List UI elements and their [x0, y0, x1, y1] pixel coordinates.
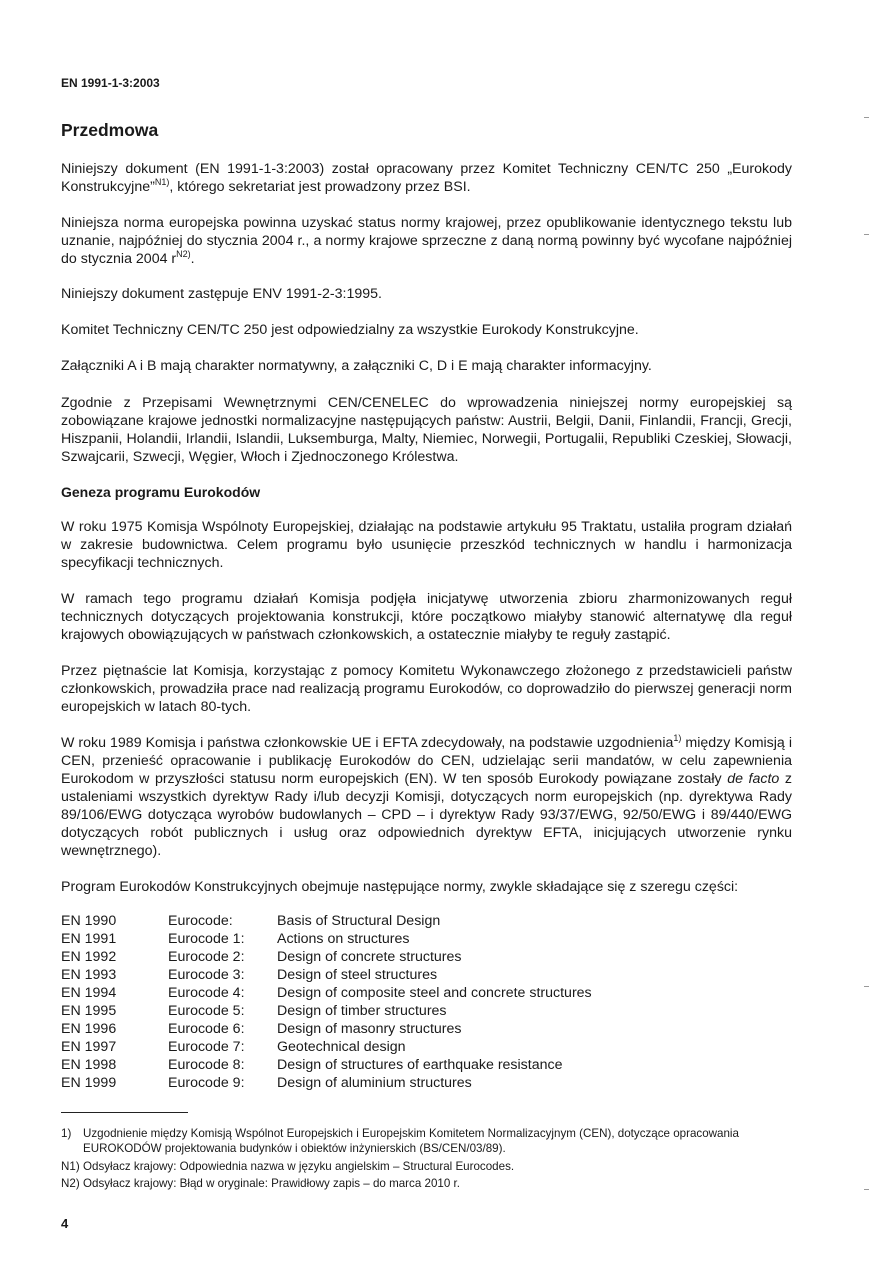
eurocode-name: Eurocode 8: — [168, 1057, 245, 1073]
footnote-ref-n1: N1) — [154, 177, 170, 187]
table-row — [61, 984, 592, 1002]
eurocodes-table — [61, 912, 592, 1092]
eurocode-title: Design of masonry structures — [277, 1021, 462, 1037]
table-row — [61, 1074, 592, 1092]
paragraph-1: Niniejszy dokument (EN 1991-1-3:2003) został opracowany przez Komitet Techniczny CEN/TC 250 „Eurokody Konstrukcyjne”$^{N1)}$, którego sekretariat jest prowadzony przez BSI. — [61, 161, 792, 195]
eurocode-name: Eurocode: — [168, 913, 233, 929]
footnote-ref-1: 1) — [673, 733, 682, 743]
footnote-mark: N2) — [61, 1177, 80, 1190]
page-title: Przedmowa — [61, 120, 159, 140]
table-row — [61, 912, 592, 930]
scan-mark — [864, 1189, 869, 1190]
paragraph-4: Komitet Techniczny CEN/TC 250 jest odpowiedzialny za wszystkie Eurokody Konstrukcyjne. — [61, 322, 639, 338]
eurocode-number: EN 1992 — [61, 949, 117, 965]
footnote-mark: N1) — [61, 1160, 80, 1173]
table-row — [61, 1038, 592, 1056]
section-paragraph-1: W roku 1975 Komisja Wspólnoty Europejskiej, działając na podstawie artykułu 95 Traktatu, ustaliła program działań w zakresie budownictwa. Celem programu było usunięcie przeszkód technicznych w handlu i harmonizacja specyfikacji technicznych. — [61, 519, 792, 571]
footnote-text: Odsyłacz krajowy: Błąd w oryginale: Prawidłowy zapis – do marca 2010 r. — [83, 1177, 460, 1190]
footnote-ref-n2: N2) — [176, 249, 191, 259]
footnote-text: Odsyłacz krajowy: Odpowiednia nazwa w języku angielskim – Structural Eurocodes. — [83, 1160, 515, 1173]
eurocode-title: Design of aluminium structures — [277, 1075, 472, 1091]
eurocode-title: Design of concrete structures — [277, 949, 462, 965]
eurocode-name: Eurocode 9: — [168, 1075, 245, 1091]
section-paragraph-3: Przez piętnaście lat Komisja, korzystając z pomocy Komitetu Wykonawczego złożonego z przedstawicieli państw członkowskich, prowadziła prace nad realizacją programu Eurokodów, co doprowadziło do pierwszej generacji norm europejskich w latach 80-tych. — [61, 663, 792, 715]
eurocode-number: EN 1995 — [61, 1003, 117, 1019]
eurocode-title: Design of composite steel and concrete structures — [277, 985, 592, 1001]
footnote-mark: 1) — [61, 1127, 72, 1140]
table-row — [61, 948, 592, 966]
scan-mark — [864, 117, 869, 118]
table-row — [61, 966, 592, 984]
eurocode-name: Eurocode 3: — [168, 967, 245, 983]
eurocode-name: Eurocode 1: — [168, 931, 245, 947]
eurocode-number: EN 1996 — [61, 1021, 117, 1037]
footnote-n2 — [61, 1176, 792, 1191]
standard-id-header: EN 1991-1-3:2003 — [61, 76, 160, 90]
footnote-n1 — [61, 1159, 792, 1174]
eurocode-title: Design of steel structures — [277, 967, 438, 983]
section-heading: Geneza programu Eurokodów — [61, 484, 261, 500]
footnote-1 — [61, 1126, 792, 1156]
eurocode-number: EN 1997 — [61, 1039, 117, 1055]
table-row — [61, 930, 592, 948]
table-row — [61, 1002, 592, 1020]
eurocode-title: Actions on structures — [277, 931, 410, 947]
eurocode-title: Design of structures of earthquake resistance — [277, 1057, 563, 1073]
eurocode-name: Eurocode 5: — [168, 1003, 245, 1019]
eurocode-title: Geotechnical design — [277, 1039, 406, 1055]
eurocode-title: Basis of Structural Design — [277, 913, 441, 929]
paragraph-6: Zgodnie z Przepisami Wewnętrznymi CEN/CENELEC do wprowadzenia niniejszej normy europejskiej są zobowiązane krajowe jednostki normalizacyjne następujących państw: Austrii, Belgii, Danii, Finlandii, Francji, Grecji, Hiszpanii, Holandii, Irlandii, Islandii, Luksemburga, Malty, Niemiec, Norwegii, Portugalii, Republiki Czeskiej, Słowacji, Szwajcarii, Szwecji, Węgier, Włoch i Zjednoczonego Królestwa. — [61, 395, 792, 465]
table-row — [61, 1056, 592, 1074]
section-paragraph-2: W ramach tego programu działań Komisja podjęła inicjatywę utworzenia zbioru zharmonizowanych reguł technicznych dotyczących projektowania konstrukcji, które początkowo miałyby stanowić alternatywę dla reguł krajowych obowiązujących w państwach członkowskich, a ostatecznie miałyby te reguły zastąpić. — [61, 591, 792, 643]
eurocode-name: Eurocode 2: — [168, 949, 245, 965]
eurocode-name: Eurocode 7: — [168, 1039, 245, 1055]
eurocode-number: EN 1993 — [61, 967, 117, 983]
scan-mark — [864, 234, 869, 235]
section-paragraph-4: W roku 1989 Komisja i państwa członkowskie UE i EFTA zdecydowały, na podstawie uzgodnienia$^{1)}$ między Komisją i CEN, przenieść opracowanie i publikację Eurokodów do CEN, udzielając serii mandatów, w celu zapewnienia Eurokodom w przyszłości statusu norm europejskich (EN). W ten sposób Eurokody powiązane zostały de facto z ustaleniami wszystkich dyrektyw Rady i/lub decyzji Komisji, dotyczących norm europejskich (np. dyrektywa Rady 89/106/EWG dotycząca wyrobów budowlanych – CPD – i dyrektyw Rady 93/37/EWG, 92/50/EWG i 89/440/EWG dotyczących robót publicznych i usług oraz odpowiednich dyrektyw EFTA, inicjujących utworzenie rynku wewnętrznego). — [61, 733, 792, 859]
footnote-separator — [61, 1112, 188, 1113]
eurocode-name: Eurocode 6: — [168, 1021, 245, 1037]
eurocode-name: Eurocode 4: — [168, 985, 245, 1001]
table-row — [61, 1020, 592, 1038]
scan-mark — [864, 986, 869, 987]
paragraph-2: Niniejsza norma europejska powinna uzyskać status normy krajowej, przez opublikowanie identycznego tekstu lub uznanie, najpóźniej do stycznia 2004 r., a normy krajowe sprzeczne z daną normą powinny być wycofane najpóźniej do stycznia 2004 $r^{N2)}$. — [61, 215, 792, 267]
footnote-text: Uzgodnienie między Komisją Wspólnot Europejskich i Europejskim Komitetem Normalizacyjnym (CEN), dotyczące opracowania EUROKODÓW projektowania budynków i obiektów inżynierskich (BS/CEN/03/89). — [83, 1127, 739, 1155]
eurocode-number: EN 1991 — [61, 931, 117, 947]
section-paragraph-5: Program Eurokodów Konstrukcyjnych obejmuje następujące normy, zwykle składające się z szeregu części: — [61, 879, 739, 895]
page-number: 4 — [61, 1216, 69, 1231]
paragraph-5: Załączniki A i B mają charakter normatywny, a załączniki C, D i E mają charakter informacyjny. — [61, 358, 652, 374]
eurocode-number: EN 1998 — [61, 1057, 117, 1073]
paragraph-3: Niniejszy dokument zastępuje ENV 1991-2-3:1995. — [61, 286, 382, 302]
eurocode-number: EN 1994 — [61, 985, 117, 1001]
eurocode-title: Design of timber structures — [277, 1003, 447, 1019]
eurocode-number: EN 1990 — [61, 913, 117, 929]
eurocode-number: EN 1999 — [61, 1075, 117, 1091]
